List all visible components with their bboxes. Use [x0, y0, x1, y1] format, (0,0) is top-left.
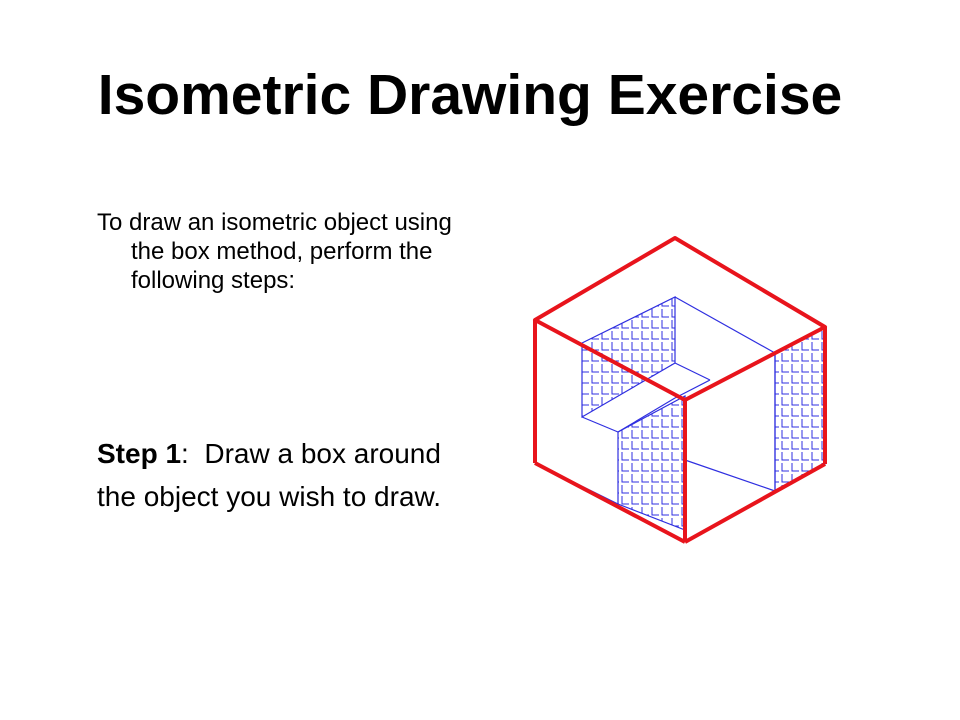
isometric-box-with-object-icon: [500, 220, 860, 560]
object-outline: [535, 297, 825, 530]
step-text: Draw a box around the object you wish to draw.: [97, 438, 441, 512]
isometric-figure: [500, 220, 860, 560]
hatched-face-left: [582, 297, 675, 417]
step-label: Step 1: [97, 438, 182, 469]
step-separator: :: [181, 438, 189, 469]
step-1-instruction: [97, 432, 467, 518]
intro-text: [97, 208, 467, 295]
page-title: Isometric Drawing Exercise: [97, 63, 843, 127]
intro-paragraph: To draw an isometric object using the box method, perform the following steps:: [97, 209, 452, 294]
